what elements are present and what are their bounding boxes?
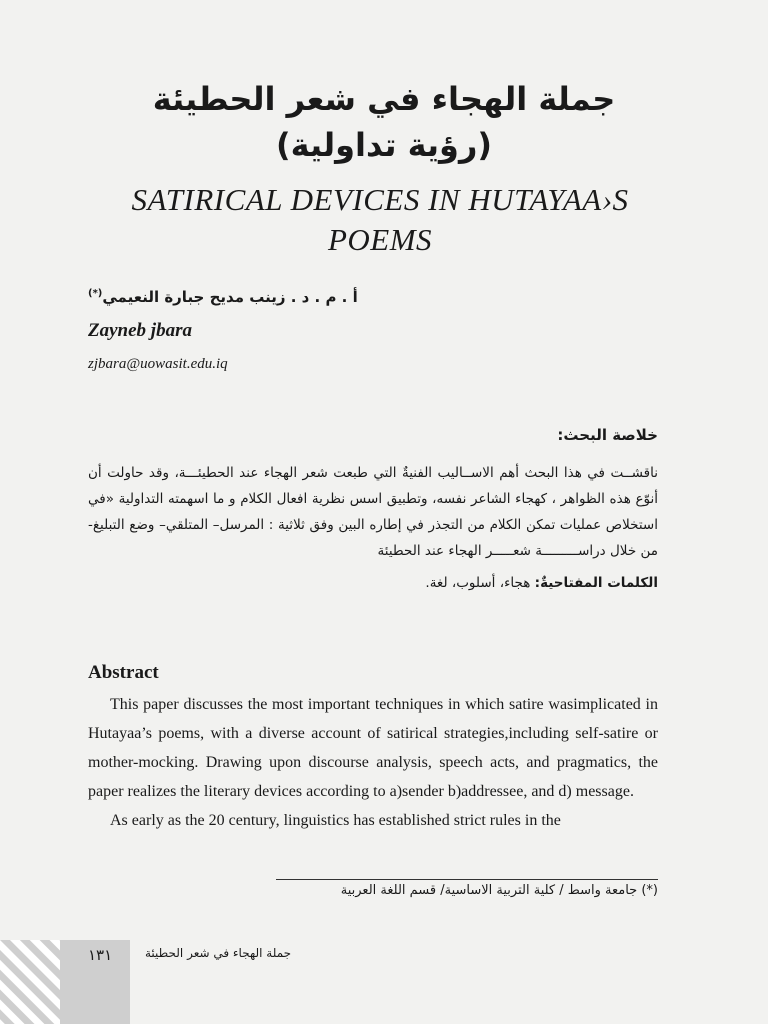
author-email: zjbara@uowasit.edu.iq — [88, 356, 228, 372]
keywords-arabic — [88, 575, 658, 591]
running-header: جملة الهجاء في شعر الحطيئة — [145, 946, 292, 960]
author-arabic-name: أ . م . د . زينب مديح جبارة النعيمي — [102, 288, 358, 306]
abstract-arabic-body — [88, 460, 658, 564]
keywords-value: هجاء، أسلوب، لغة. — [425, 575, 531, 591]
author-english: Zayneb jbara — [88, 320, 192, 341]
title-arabic-line1: جملة الهجاء في شعر الحطيئة — [152, 80, 616, 118]
title-arabic-line2: (رؤية تداولية) — [276, 126, 492, 164]
title-english: SATIRICAL DEVICES IN HUTAYAA›S POEMS — [131, 182, 629, 257]
abstract-english-paragraph-2: As early as the 20 century, linguistics has established strict rules in the — [110, 812, 561, 829]
footnote: (*) جامعة واسط / كلية التربية الاساسية/ قسم اللغة العربية — [340, 883, 658, 898]
abstract-english-paragraph-1: This paper discusses the most important techniques in which satire wasimplicated in Hutayaa’s poems, with a diverse account of satirical strategies,including self-satire or mother-mocking. Drawing upon discourse analysis, speech acts, and pragmatics, the paper realizes the literary devices according to a)sender b)addressee, and d) message. — [88, 696, 658, 800]
author-arabic — [88, 288, 388, 306]
abstract-english-heading: Abstract — [88, 662, 159, 683]
abstract-arabic-heading: خلاصة البحث: — [557, 426, 658, 444]
abstract-english-body — [88, 690, 658, 835]
page-number: ١٣١ — [88, 946, 113, 964]
footnote-rule — [276, 879, 658, 880]
keywords-label: الكلمات المفتاحيةٌ: — [534, 575, 658, 591]
abstract-arabic-text: ناقشــت في هذا البحث أهم الاســاليب الفنيةٌ التي طبعت شعر الهجاء عند الحطيئـــة، وقد حاولت أن أنوّع هذه الظواهر ، كهجاء الشاعر نفسه، وتطبيق اسس نظرية افعال الكلام و ما اسهمته التداولية «في استخلاص عمليات تمكن الكلام من التجذر في إطاره البين وفق ثلاثية : المرسل– المتلقي– وضع التبليغ- من خلال دراســـــــــة شعـــــر الهجاء عند الحطيئة — [88, 465, 658, 559]
author-footnote-mark: (*) — [88, 288, 103, 299]
